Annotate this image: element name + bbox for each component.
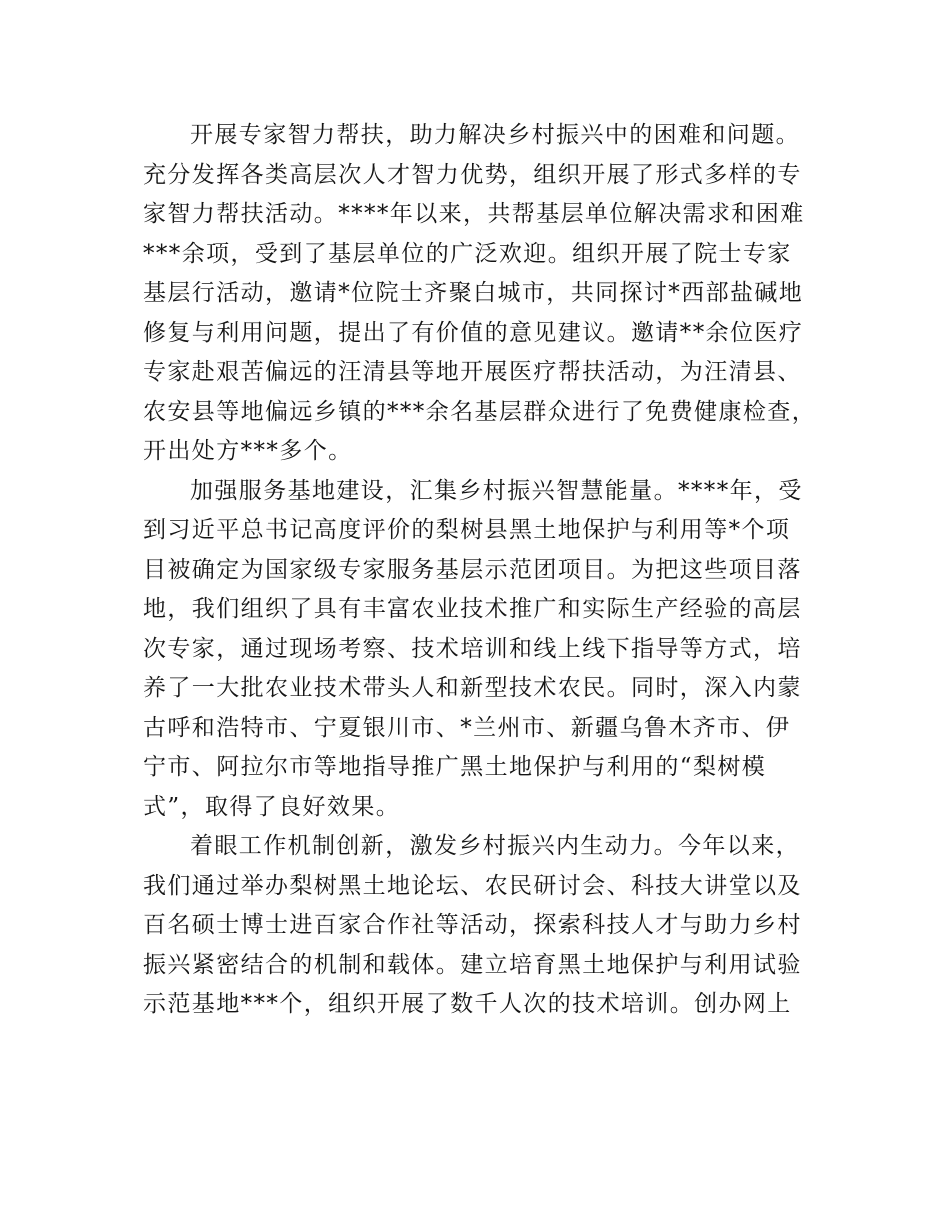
- paragraph-mechanism-innovation: [143, 827, 813, 1025]
- paragraph-service-base: [143, 472, 813, 828]
- text-line: 古呼和浩特市、宁夏银川市、*兰州市、新疆乌鲁木齐市、伊: [143, 714, 791, 741]
- text-line: ***余项，受到了基层单位的广泛欢迎。组织开展了院士专家: [143, 240, 792, 267]
- text-line: 充分发挥各类高层次人才智力优势，组织开展了形式多样的专: [143, 161, 802, 188]
- text-line: 家智力帮扶活动。****年以来，共帮基层单位解决需求和困难: [143, 201, 805, 227]
- paragraph-expert-assistance: [143, 116, 817, 472]
- document-body: [143, 116, 817, 1025]
- text-line: 农安县等地偏远乡镇的***余名基层群众进行了免费健康检查，: [143, 398, 817, 425]
- text-line: 示范基地***个，组织开展了数千人次的技术培训。创办网上: [143, 991, 792, 1017]
- text-line: 目被确定为国家级专家服务基层示范团项目。为把这些项目落: [143, 556, 802, 583]
- text-line: 振兴紧密结合的机制和载体。建立培育黑土地保护与利用试验: [143, 951, 802, 978]
- text-line: 地，我们组织了具有丰富农业技术推广和实际生产经验的高层: [143, 596, 802, 622]
- text-line: 次专家，通过现场考察、技术培训和线上线下指导等方式，培: [143, 635, 802, 662]
- text-line: 百名硕士博士进百家合作社等活动，探索科技人才与助力乡村: [143, 912, 802, 938]
- text-line: 修复与利用问题，提出了有价值的意见建议。邀请**余位医疗: [143, 319, 804, 346]
- text-line: 宁市、阿拉尔市等地指导推广黑土地保护与利用的“梨树模: [143, 754, 767, 780]
- text-line: 我们通过举办梨树黑土地论坛、农民研讨会、科技大讲堂以及: [143, 872, 802, 899]
- text-line: 式”，取得了良好效果。: [143, 793, 401, 820]
- text-line: 专家赴艰苦偏远的汪清县等地开展医疗帮扶活动，为汪清县、: [143, 359, 802, 385]
- text-line: 养了一大批农业技术带头人和新型技术农民。同时，深入内蒙: [143, 675, 802, 701]
- text-line: 着眼工作机制创新，激发乡村振兴内生动力。今年以来，: [190, 833, 800, 859]
- text-line: 开出处方***多个。: [143, 438, 353, 464]
- text-line: 到习近平总书记高度评价的梨树县黑土地保护与利用等*个项: [143, 517, 791, 543]
- text-line: 加强服务基地建设，汇集乡村振兴智慧能量。****年，受: [190, 477, 803, 504]
- text-line: 基层行活动，邀请*位院士齐聚白城市，共同探讨*西部盐碱地: [143, 280, 804, 306]
- text-line: 开展专家智力帮扶，助力解决乡村振兴中的困难和问题。: [190, 122, 800, 148]
